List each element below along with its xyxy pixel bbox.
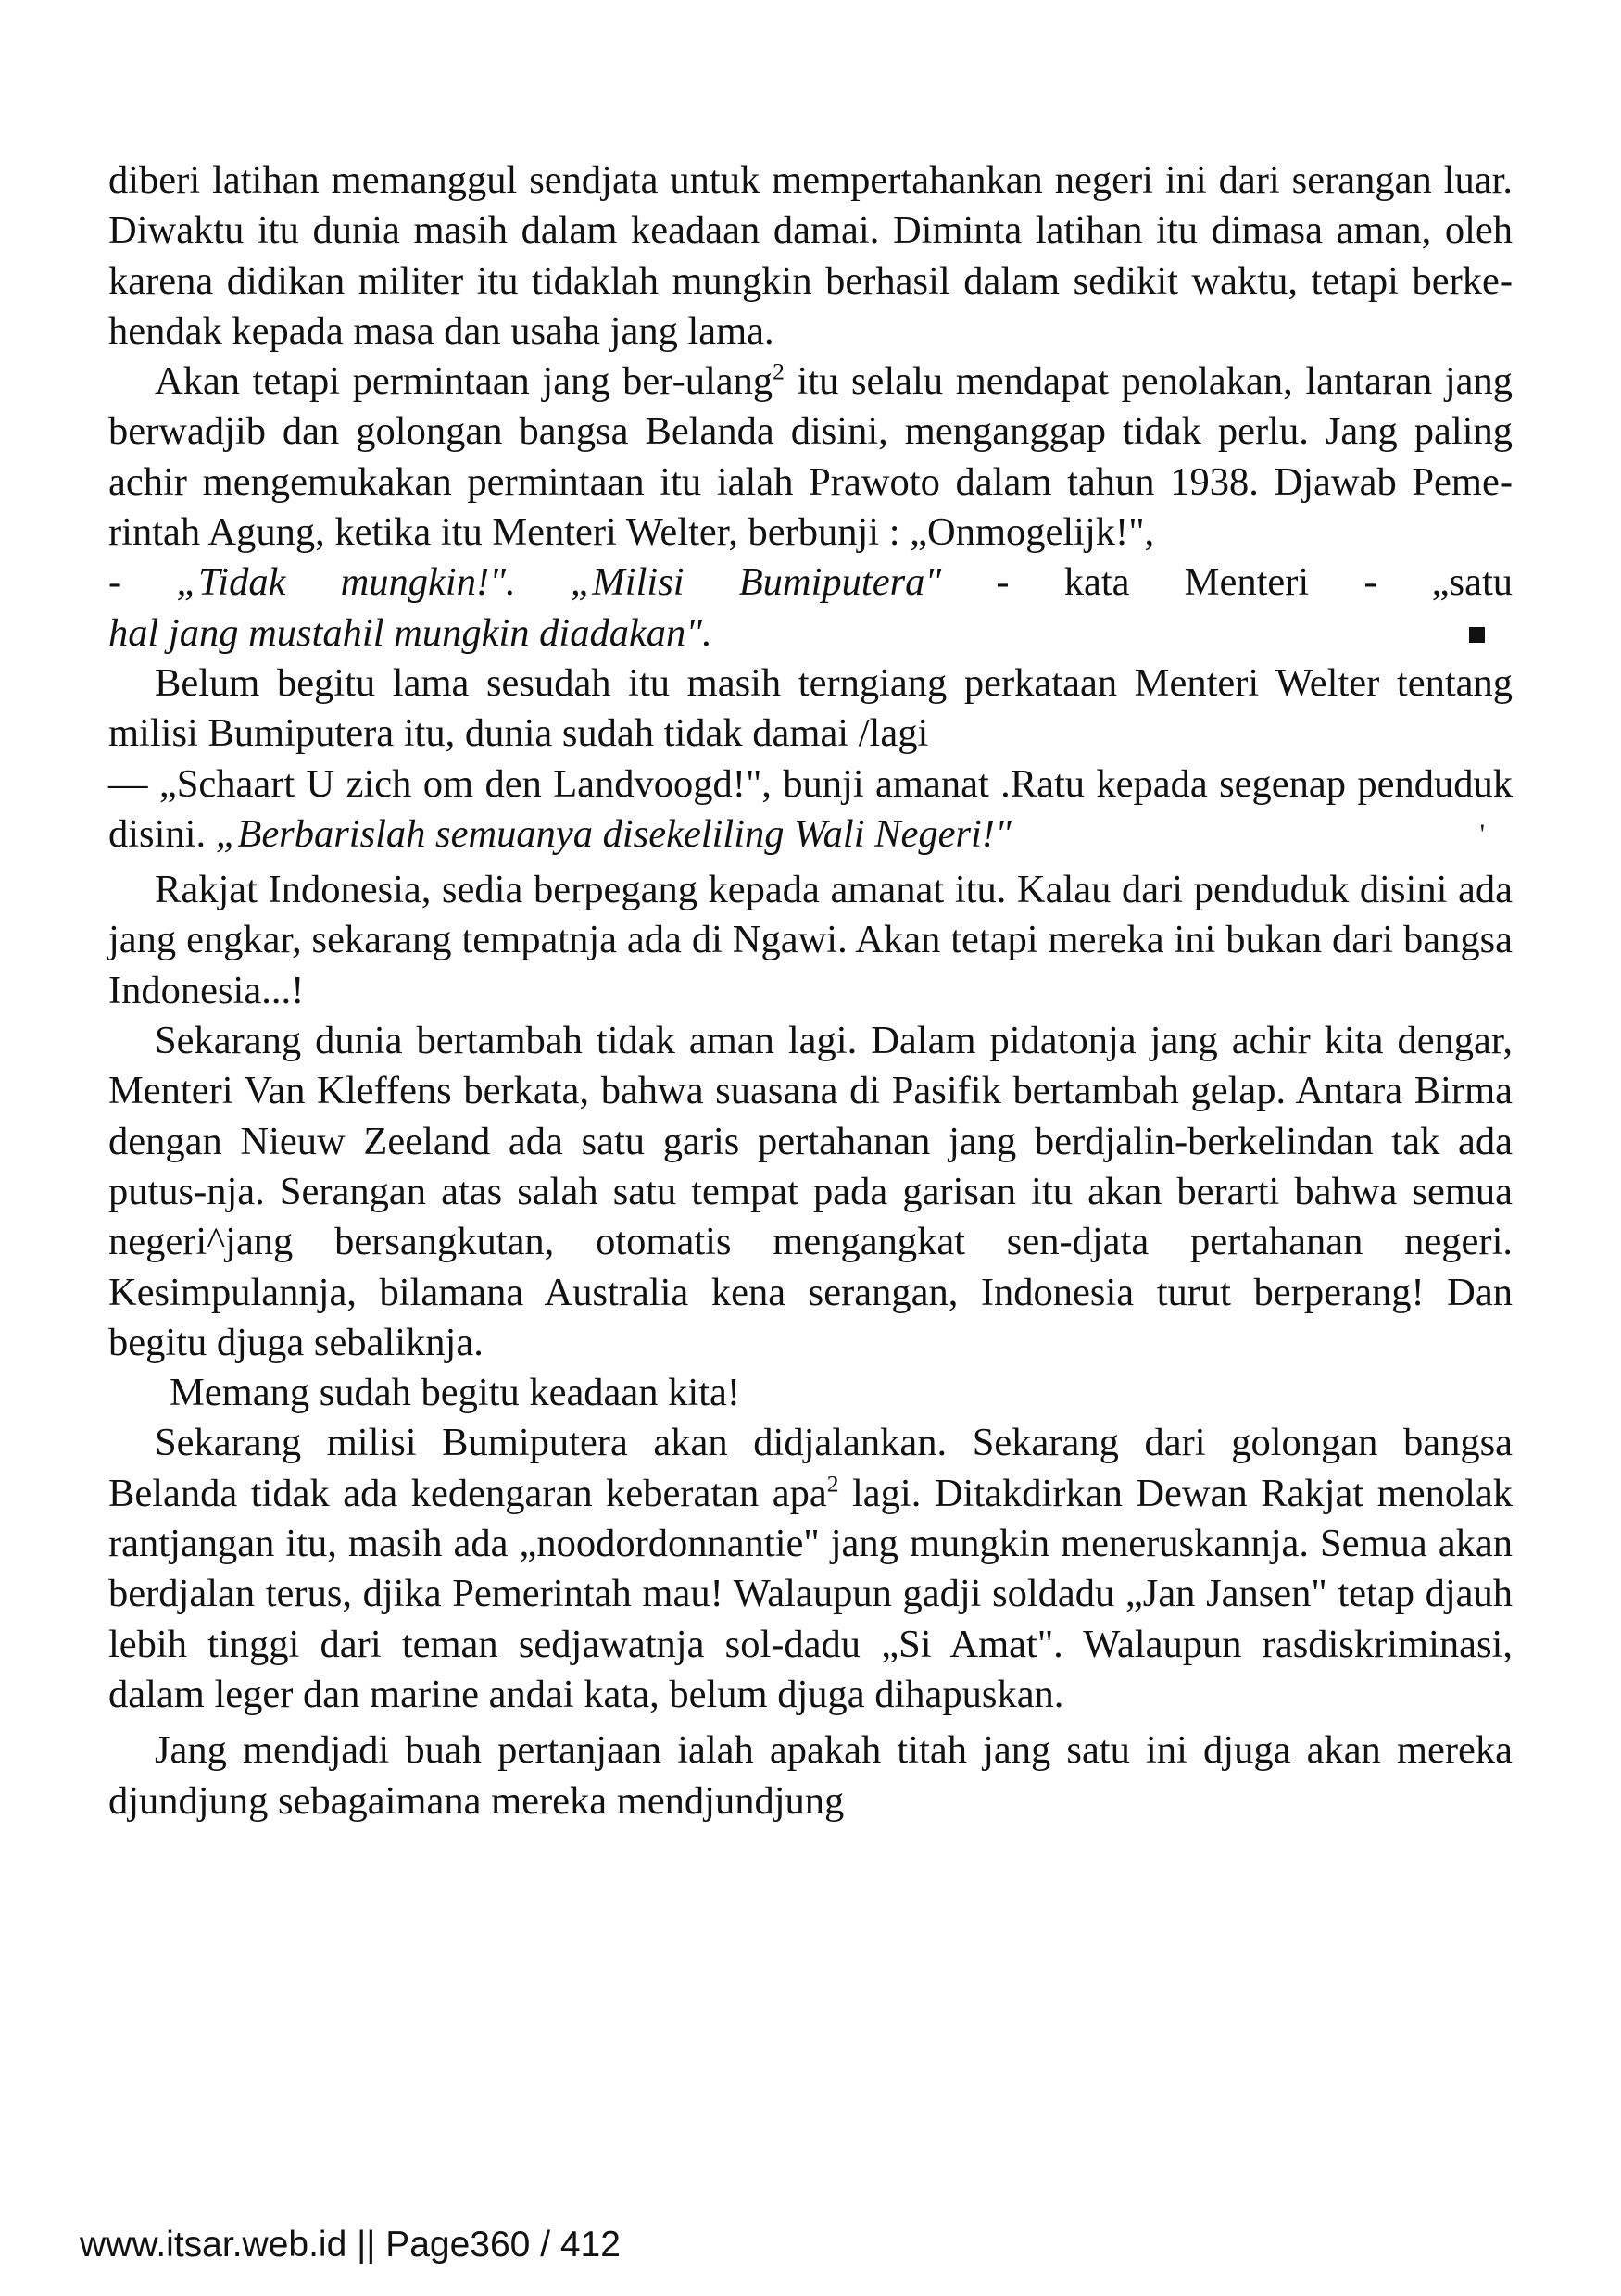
- paragraph-3-plain: — „Schaart U zich om den Landvoogd!", bunji amanat .Ratu kepada segenap penduduk disini.: [108, 761, 1513, 856]
- quote-plain-2: - kata Menteri - „satu: [941, 560, 1514, 605]
- repetition-superscript-2: 2: [826, 1470, 839, 1498]
- paragraph-1: diberi latihan memanggul sendjata untuk mempertahankan negeri ini dari serangan luar. Diwaktu itu dunia masih dalam keadaan damai. Diminta latihan itu dimasa aman, oleh karena didikan militer itu tidaklah mungkin berhasil dalam sedikit waktu, tetapi berke-hendak kepada masa dan usaha jang lama.: [108, 158, 1513, 353]
- repetition-superscript: 2: [773, 358, 785, 385]
- stray-tick-mark: ': [1479, 818, 1485, 849]
- page-footer: www.itsar.web.id || Page360 / 412: [80, 2225, 621, 2265]
- paragraph-2-quote-end: [108, 609, 1513, 659]
- paragraph-3-continued: [108, 759, 1513, 860]
- paragraph-7-text-a: Sekarang milisi Bumiputera akan didjalankan. Sekarang dari golongan bangsa Belanda tidak ada kedengaran keberatan apa: [108, 1421, 1513, 1515]
- quote-italic-2: hal jang mustahil mungkin diadakan".: [108, 610, 712, 655]
- black-square-mark: [1469, 627, 1485, 643]
- paragraph-6: Memang sudah begitu keadaan kita!: [170, 1371, 741, 1415]
- quote-dash: -: [108, 560, 177, 605]
- paragraph-2-text-a: Akan tetapi permintaan jang ber-ulang: [155, 359, 773, 404]
- paragraph-3-italic: „Berbarislah semuanya disekeliling Wali Negeri!": [215, 811, 1012, 856]
- paragraph-3: Belum begitu lama sesudah itu masih terngiang perkataan Menteri Welter tentang milisi Bumiputera itu, dunia sudah tidak damai /lagi: [108, 660, 1513, 756]
- paragraph-2-quote-line: [108, 558, 1513, 608]
- paragraph-2: [108, 357, 1513, 558]
- paragraph-4: Rakjat Indonesia, sedia berpegang kepada amanat itu. Kalau dari penduduk disini ada jang engkar, sekarang tempatnja ada di Ngawi. Akan tetapi mereka ini bukan dari bangsa Indonesia...!: [108, 868, 1513, 1012]
- body-text: [108, 156, 1513, 1826]
- paragraph-7: [108, 1418, 1513, 1720]
- paragraph-2-text-b: itu selalu mendapat penolakan, lantaran jang berwadjib dan golongan bangsa Belanda disini, menganggap tidak perlu. Jang paling achir mengemukakan permintaan itu ialah Prawoto dalam tahun 1938. Djawab Peme-rintah Agung, ketika itu Menteri Welter, berbunji : „Onmogelijk!",: [108, 359, 1513, 555]
- paragraph-5: Sekarang dunia bertambah tidak aman lagi. Dalam pidatonja jang achir kita dengar, Menteri Van Kleffens berkata, bahwa suasana di Pasifik bertambah gelap. Antara Birma dengan Nieuw Zeeland ada satu garis pertahanan jang berdjalin-berkelindan tak ada putus-nja. Serangan atas salah satu tempat pada garisan itu akan berarti bahwa semua negeri^jang bersangkutan, otomatis mengangkat sen-djata pertahanan negeri. Kesimpulannja, bilamana Australia kena serangan, Indonesia turut berperang! Dan begitu djuga sebaliknja.: [108, 1019, 1513, 1364]
- paragraph-8: Jang mendjadi buah pertanjaan ialah apakah titah jang satu ini djuga akan mereka djundjung sebagaimana mereka mendjundjung: [108, 1728, 1513, 1823]
- quote-italic-1: „Tidak mungkin!". „Milisi Bumiputera": [176, 560, 942, 605]
- paragraph-7-text-b: lagi. Ditakdirkan Dewan Rakjat menolak rantjangan itu, masih ada „noodordonnantie" jang mungkin meneruskannja. Semua akan berdjalan terus, djika Pemerintah mau! Walaupun gadji soldadu „Jan Jansen" tetap djauh lebih tinggi dari teman sedjawatnja sol-dadu „Si Amat". Walaupun rasdiskriminasi, dalam leger dan marine andai kata, belum djuga dihapuskan.: [108, 1471, 1514, 1716]
